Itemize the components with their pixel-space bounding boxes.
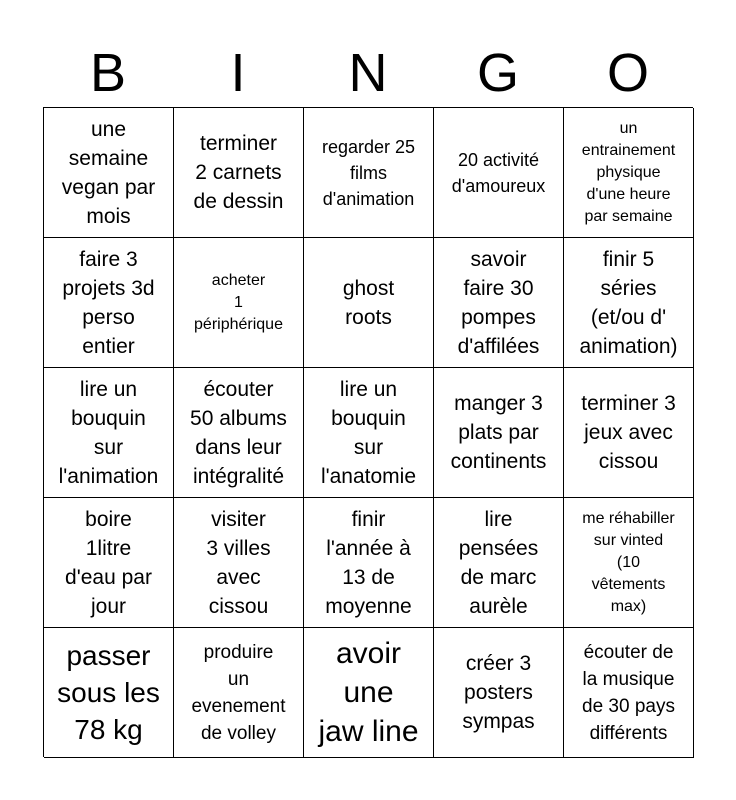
bingo-cell[interactable] [44, 238, 174, 368]
bingo-grid [43, 107, 693, 757]
cell-text: boire 1litre d'eau par jour [65, 507, 152, 618]
cell-text: lire un bouquin sur l'anatomie [320, 377, 417, 488]
bingo-cell[interactable] [564, 238, 694, 368]
cell-text: 20 activité d'amoureux [451, 149, 546, 196]
bingo-cell[interactable] [434, 368, 564, 498]
cell-text: savoir faire 30 pompes d'affilées [457, 247, 540, 358]
bingo-cell[interactable] [174, 498, 304, 628]
header-letter-o: O [606, 43, 649, 103]
bingo-cell[interactable] [44, 498, 174, 628]
cell-text: acheter 1 périphérique [194, 271, 283, 333]
cell-text: visiter 3 villes avec cissou [206, 507, 271, 618]
header-letter-n: N [348, 43, 388, 103]
cell-text: terminer 2 carnets de dessin [193, 132, 284, 213]
cell-text: lire un bouquin sur l'animation [58, 377, 159, 488]
cell-text: avoir une jaw line [318, 637, 419, 748]
header-letter-i: I [230, 43, 246, 103]
bingo-cell[interactable] [44, 628, 174, 758]
bingo-cell[interactable] [304, 108, 434, 238]
cell-text: écouter de la musique de 30 pays différents [582, 641, 675, 744]
bingo-cell[interactable] [174, 238, 304, 368]
bingo-cell[interactable] [564, 368, 694, 498]
cell-text: produire un evenement de volley [191, 641, 286, 744]
cell-text: finir 5 séries (et/ou d' animation) [579, 247, 678, 358]
bingo-cell[interactable] [304, 238, 434, 368]
cell-text: finir l'année à 13 de moyenne [325, 507, 412, 618]
cell-text: manger 3 plats par continents [450, 392, 547, 473]
bingo-cell[interactable] [564, 498, 694, 628]
bingo-cell[interactable] [174, 628, 304, 758]
bingo-cell[interactable] [564, 108, 694, 238]
cell-text: écouter 50 albums dans leur intégralité [190, 377, 287, 488]
cell-text: lire pensées de marc aurèle [458, 507, 539, 618]
bingo-cell[interactable] [564, 628, 694, 758]
cell-text: créer 3 posters sympas [462, 652, 535, 733]
bingo-cell[interactable] [304, 368, 434, 498]
cell-text: une semaine vegan par mois [61, 117, 156, 228]
bingo-cell[interactable] [44, 108, 174, 238]
bingo-cell[interactable] [304, 628, 434, 758]
bingo-cell[interactable] [174, 108, 304, 238]
bingo-cell[interactable] [304, 498, 434, 628]
bingo-cell[interactable] [434, 498, 564, 628]
bingo-cell[interactable] [434, 108, 564, 238]
cell-text: terminer 3 jeux avec cissou [581, 392, 676, 473]
cell-text: me réhabiller sur vinted (10 vêtements max) [582, 509, 675, 615]
cell-text: regarder 25 films d'animation [321, 136, 416, 209]
header-letter-b: B [89, 43, 127, 103]
cell-text: passer sous les 78 kg [57, 640, 160, 745]
bingo-header [43, 40, 693, 106]
bingo-cell[interactable] [44, 368, 174, 498]
bingo-cell[interactable] [434, 628, 564, 758]
cell-text: un entrainement physique d'une heure par semaine [581, 119, 676, 225]
header-letter-g: G [476, 43, 519, 103]
cell-text: faire 3 projets 3d perso entier [62, 247, 155, 358]
bingo-cell[interactable] [434, 238, 564, 368]
cell-text: ghost roots [342, 276, 395, 329]
bingo-cell[interactable] [174, 368, 304, 498]
